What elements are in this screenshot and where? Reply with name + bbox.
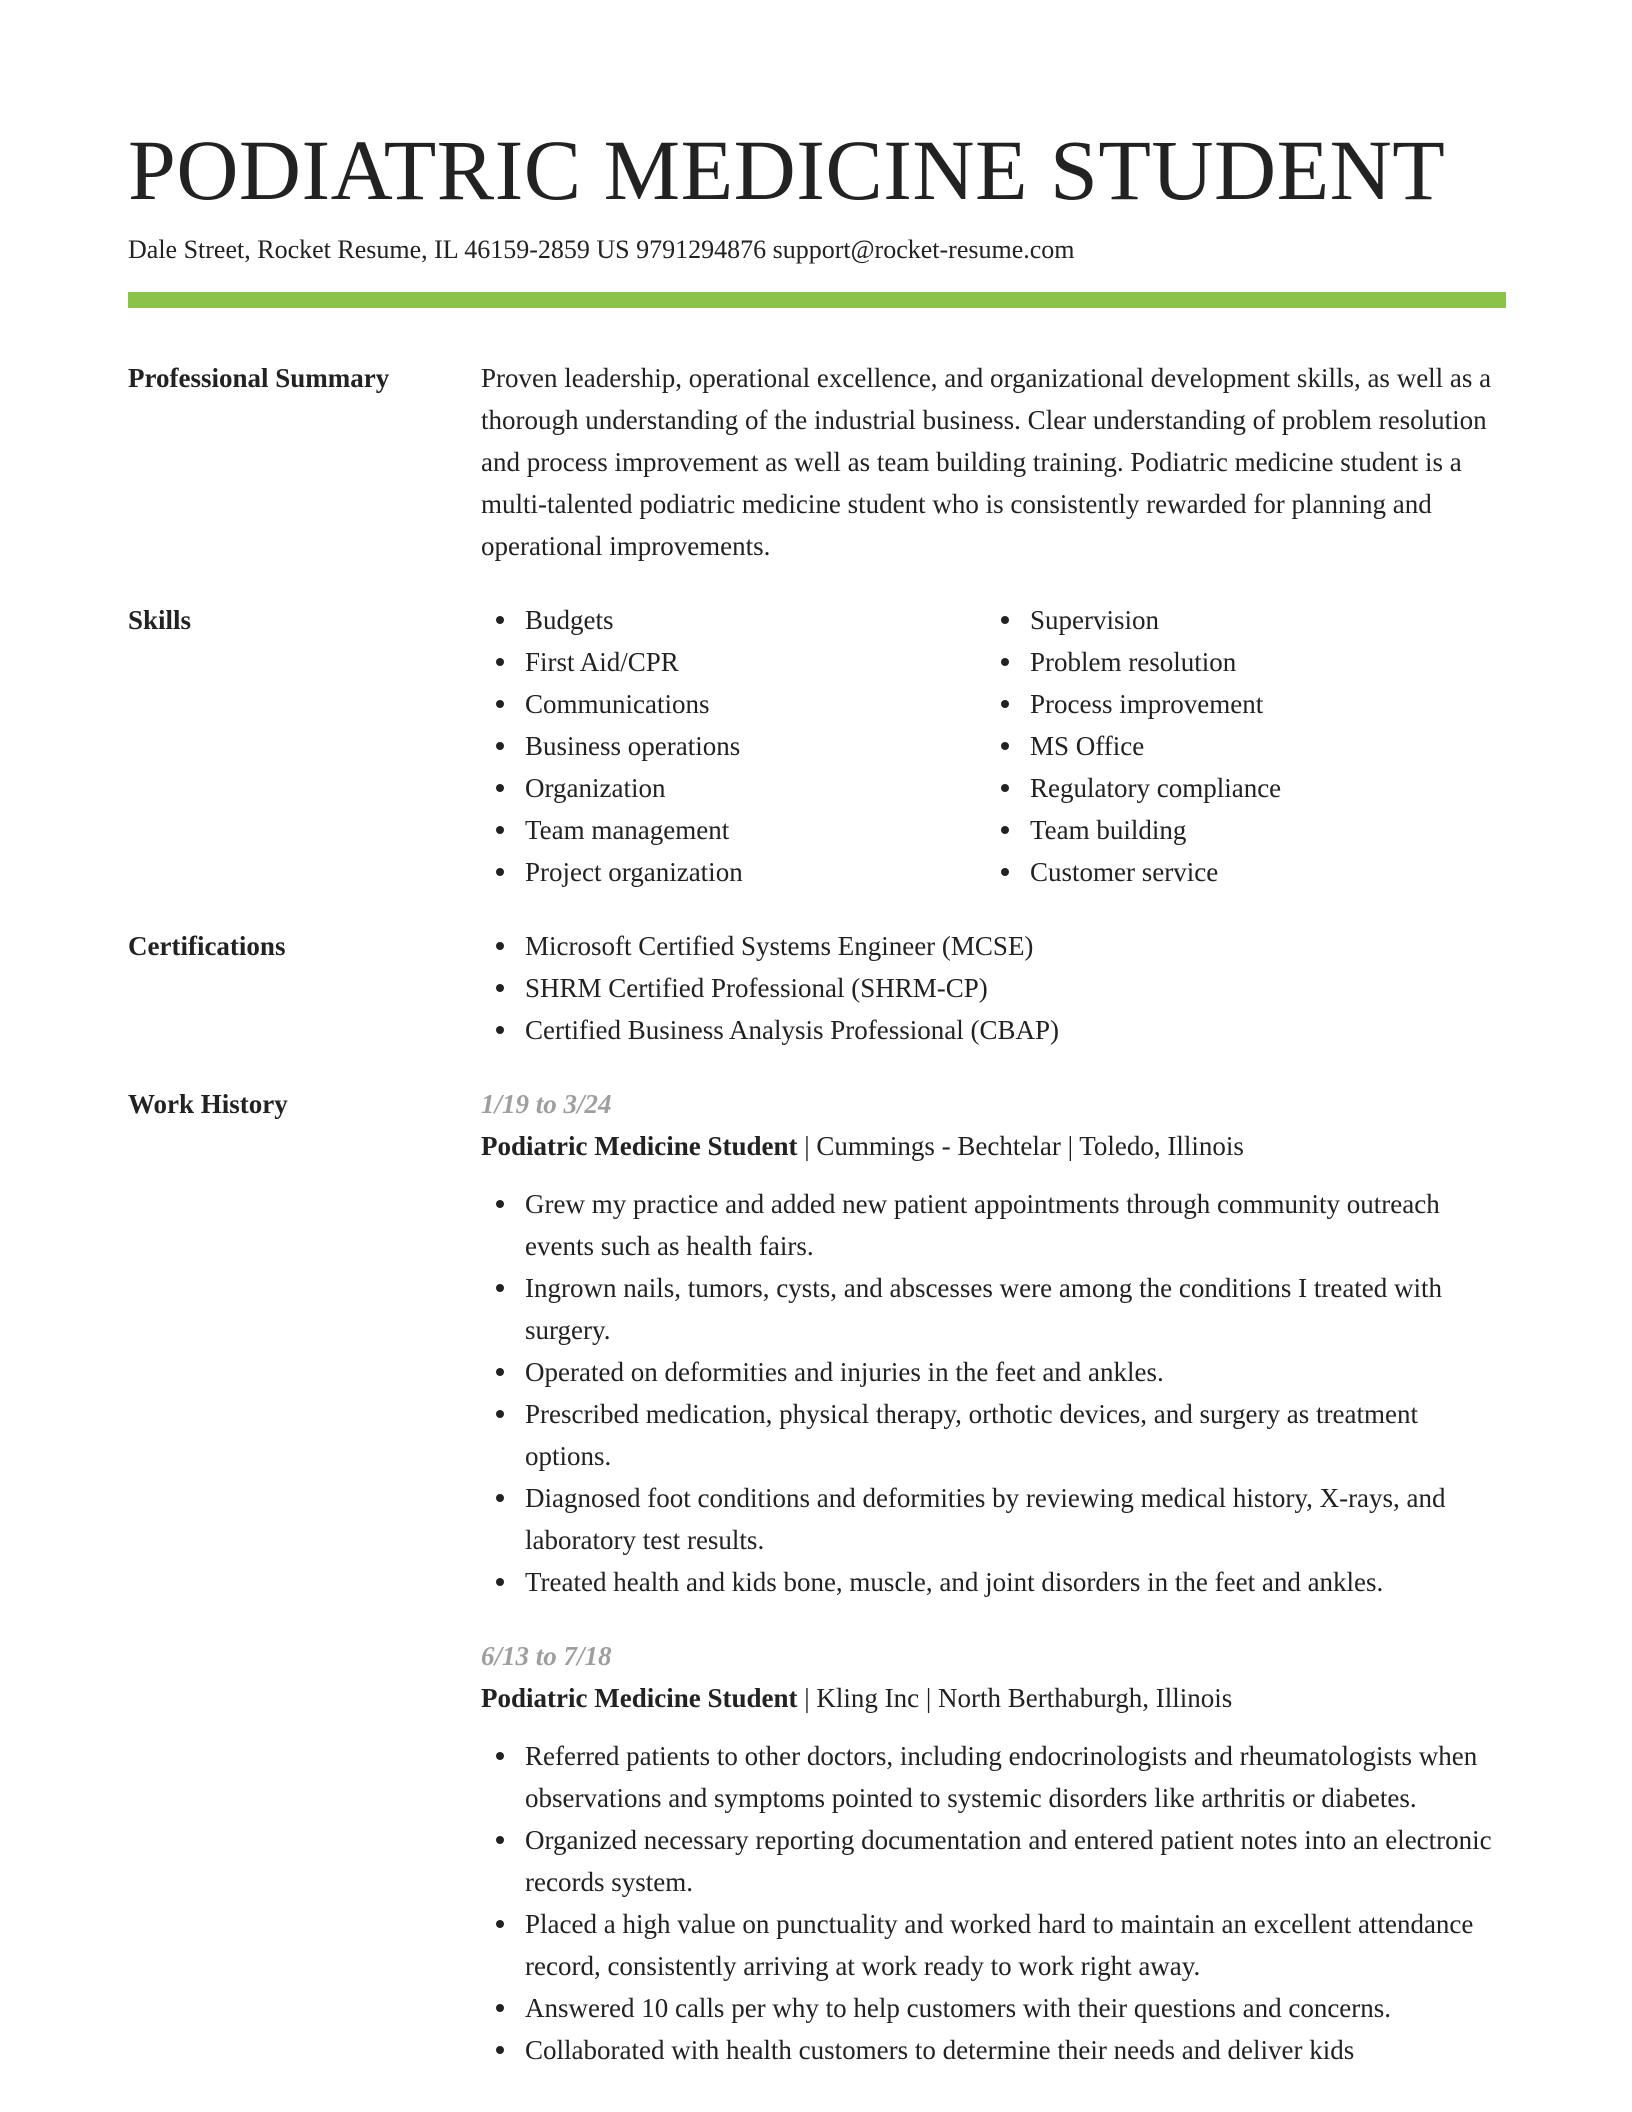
job-bullet: Organized necessary reporting documentation and entered patient notes into an electronic records system. [481,1819,1506,1903]
certifications-section [128,925,1506,1051]
contact-email: support@rocket-resume.com [772,235,1075,264]
job-bullet: Prescribed medication, physical therapy, orthotic devices, and surgery as treatment options. [481,1393,1506,1477]
job-bullet: Diagnosed foot conditions and deformities by reviewing medical history, X-rays, and laboratory test results. [481,1477,1506,1561]
job-bullet-list [481,1183,1506,1603]
job-bullet: Placed a high value on punctuality and worked hard to maintain an excellent attendance record, consistently arriving at work ready to work right away. [481,1903,1506,1987]
summary-body [481,357,1506,567]
job-bullet: Answered 10 calls per why to help customers with their questions and concerns. [481,1987,1506,2029]
skill-item: Organization [481,767,986,809]
skill-item: Budgets [481,599,986,641]
job-bullet: Grew my practice and added new patient appointments through community outreach events such as health fairs. [481,1183,1506,1267]
skills-section [128,599,1506,893]
contact-line [128,232,1506,268]
section-label-skills: Skills [128,605,192,635]
contact-address: Dale Street, Rocket Resume, IL 46159-2859 US [128,235,630,264]
job-details: | Cummings - Bechtelar | Toledo, Illinois [797,1131,1244,1161]
job-title: Podiatric Medicine Student [481,1683,798,1713]
skill-item: MS Office [986,725,1491,767]
skills-body [481,599,1506,893]
skill-item: Business operations [481,725,986,767]
skill-item: Regulatory compliance [986,767,1491,809]
work-history-body [481,1083,1506,2071]
skills-grid [481,599,1506,893]
job-bullet: Operated on deformities and injuries in the feet and ankles. [481,1351,1506,1393]
certification-item: Microsoft Certified Systems Engineer (MCSE) [481,925,1506,967]
skill-item: Supervision [986,599,1491,641]
candidate-name: PODIATRIC MEDICINE STUDENT [128,122,1446,218]
work-history-section [128,1083,1506,2071]
section-label-summary: Professional Summary [128,363,390,393]
job-entry [481,1083,1506,1603]
job-dates: 1/19 to 3/24 [481,1089,612,1119]
professional-summary-section [128,357,1506,567]
resume-page [128,118,1506,2071]
job-details: | Kling Inc | North Berthaburgh, Illinois [797,1683,1233,1713]
job-bullet: Collaborated with health customers to determine their needs and deliver kids [481,2029,1506,2071]
job-bullet-list [481,1735,1506,2071]
skill-item: Project organization [481,851,986,893]
job-dates: 6/13 to 7/18 [481,1641,612,1671]
certifications-list [481,925,1506,1051]
skill-item: Communications [481,683,986,725]
job-heading [481,1125,1506,1167]
job-bullet: Treated health and kids bone, muscle, and joint disorders in the feet and ankles. [481,1561,1506,1603]
section-label-certifications: Certifications [128,931,286,961]
skills-column-left [481,599,986,893]
skill-item: Customer service [986,851,1491,893]
job-entry [481,1635,1506,2071]
skill-item: Process improvement [986,683,1491,725]
skill-item: Team management [481,809,986,851]
summary-text: Proven leadership, operational excellence, and organizational development skills, as well as a thorough understanding of the industrial business. Clear understanding of problem resolution and process improvement as well as team building training. Podiatric medicine student is a multi-talented podiatric medicine student who is consistently rewarded for planning and operational improvements. [481,363,1492,561]
contact-phone: 9791294876 [636,235,767,264]
job-bullet: Ingrown nails, tumors, cysts, and abscesses were among the conditions I treated with surgery. [481,1267,1506,1351]
job-bullet: Referred patients to other doctors, including endocrinologists and rheumatologists when observations and symptoms pointed to systemic disorders like arthritis or diabetes. [481,1735,1506,1819]
skill-item: First Aid/CPR [481,641,986,683]
job-heading [481,1677,1506,1719]
skills-column-right [986,599,1491,893]
certification-item: SHRM Certified Professional (SHRM-CP) [481,967,1506,1009]
header-divider [128,292,1506,308]
skill-item: Team building [986,809,1491,851]
job-title: Podiatric Medicine Student [481,1131,798,1161]
section-label-work-history: Work History [128,1089,288,1119]
skill-item: Problem resolution [986,641,1491,683]
certification-item: Certified Business Analysis Professional (CBAP) [481,1009,1506,1051]
certifications-body [481,925,1506,1051]
